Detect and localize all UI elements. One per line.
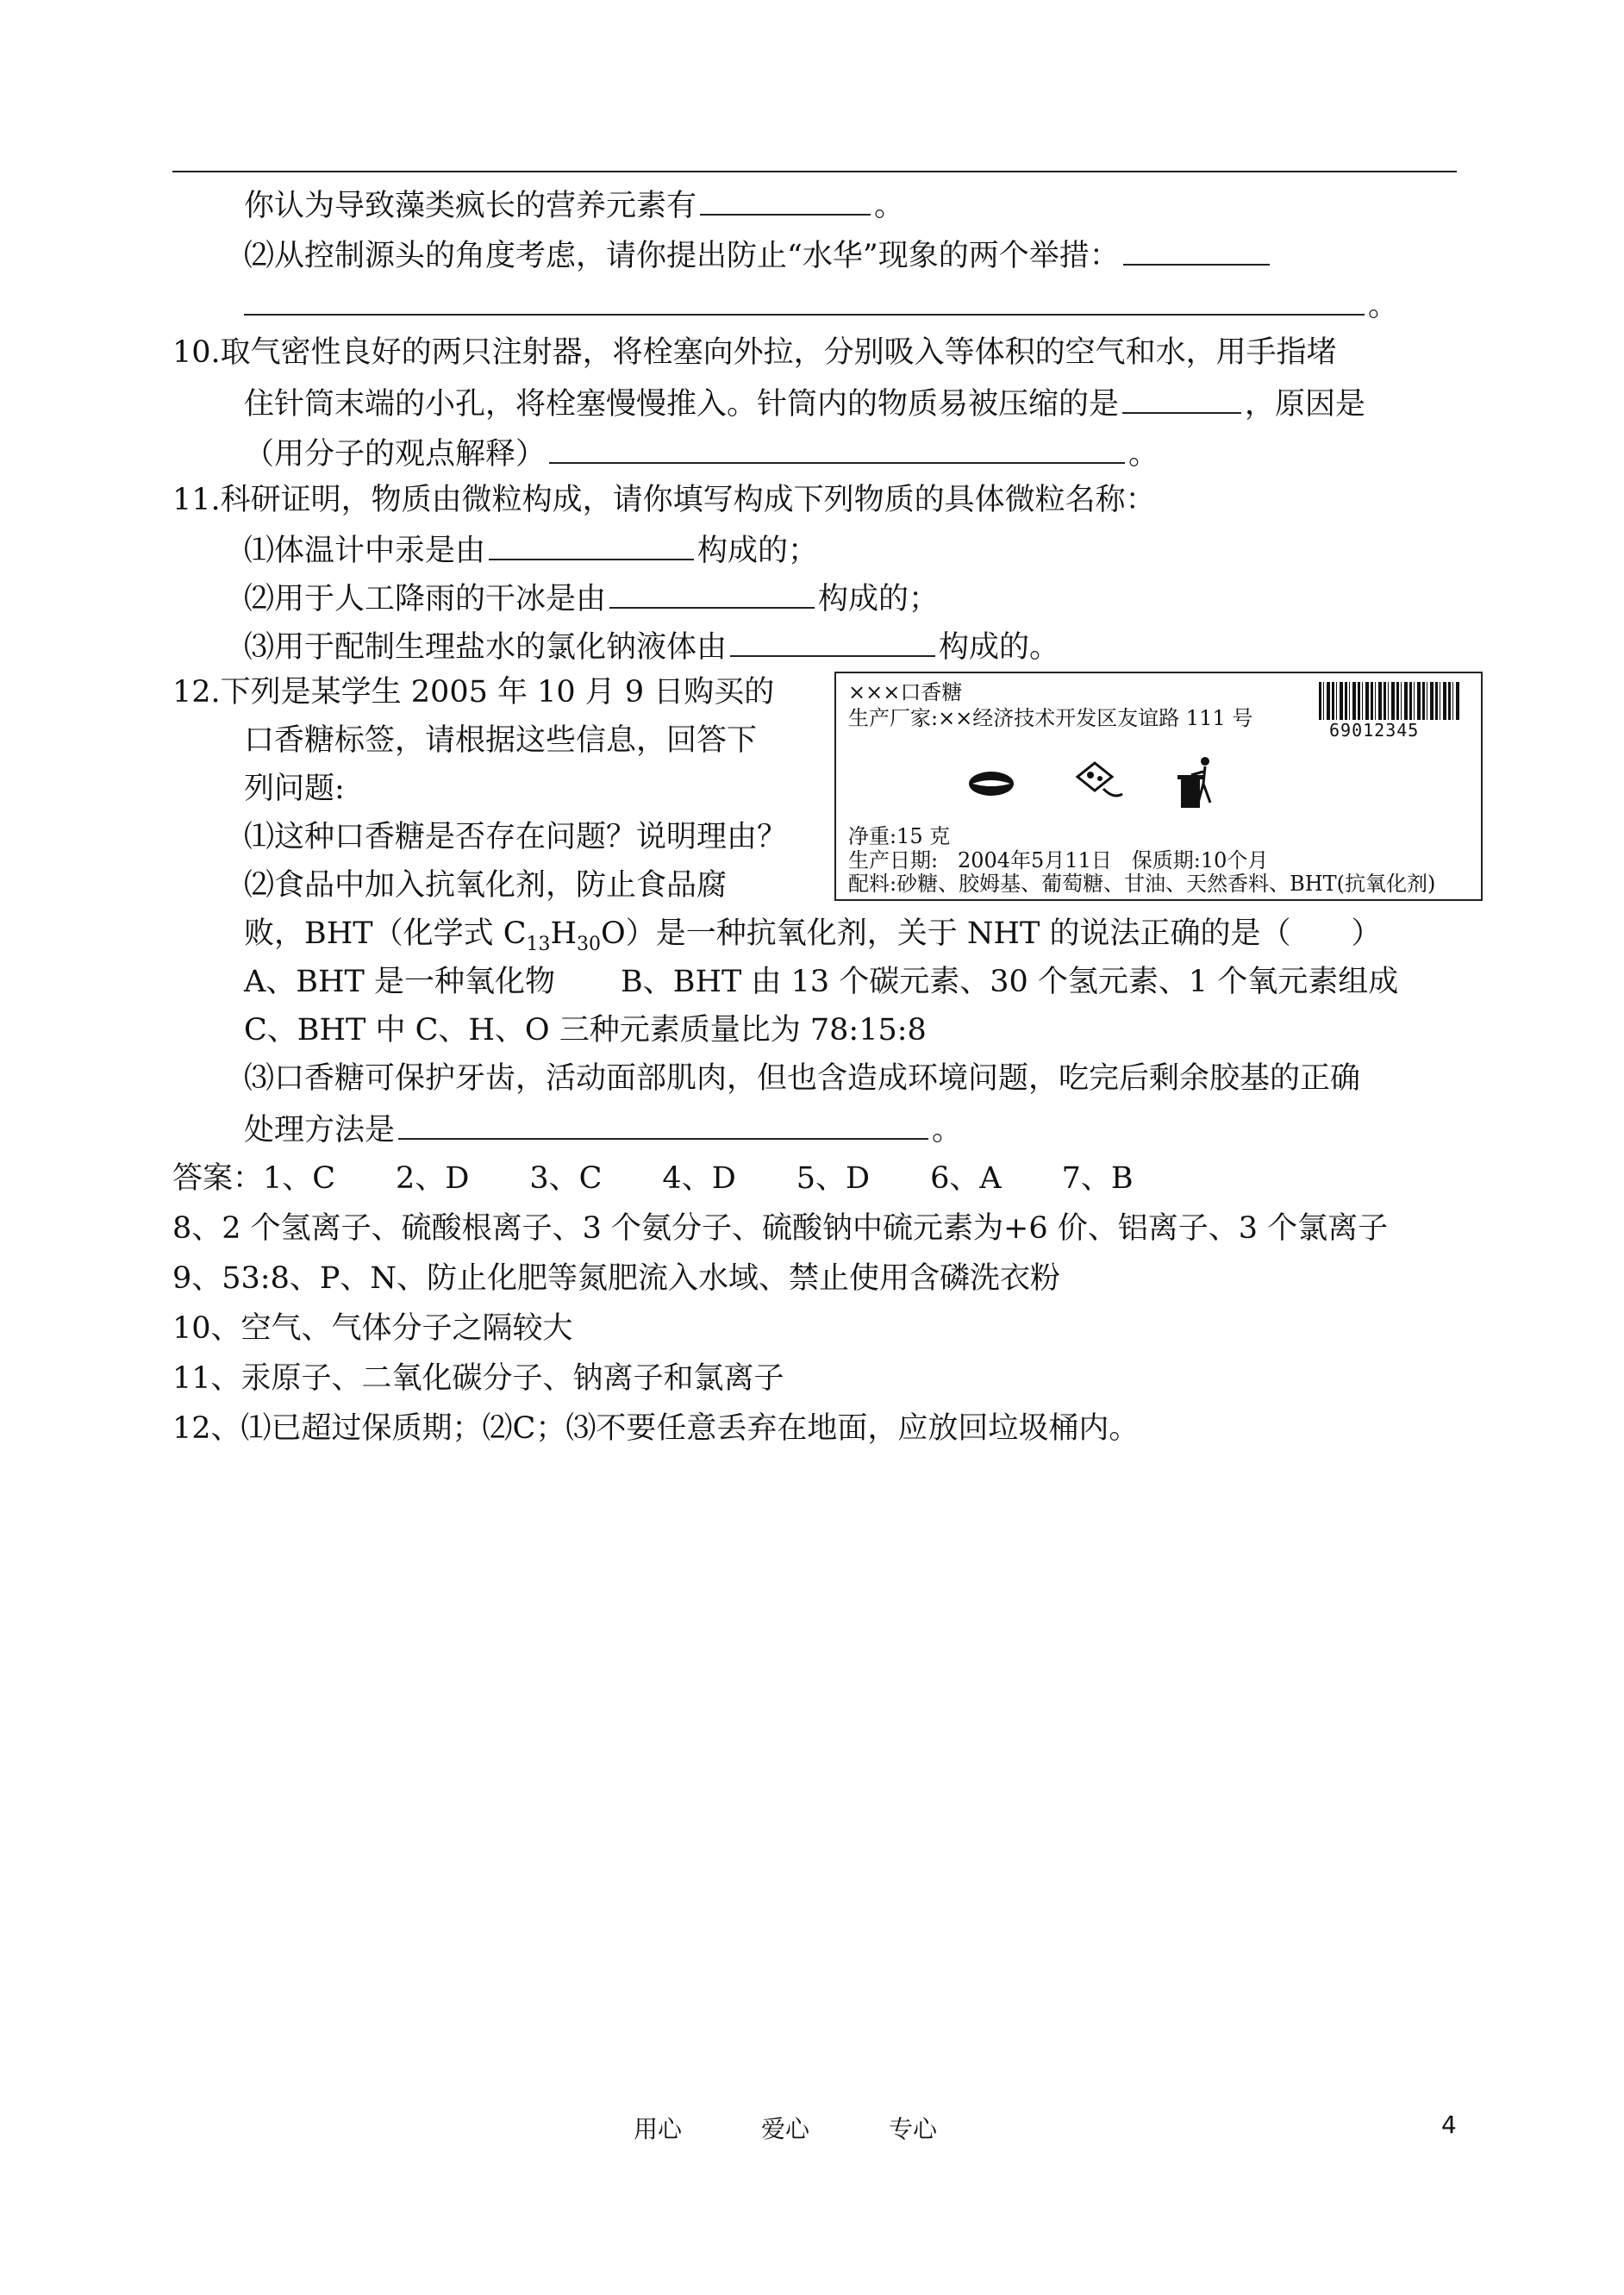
q9-line1: 你认为导致藻类疯长的营养元素有 。: [244, 183, 904, 226]
q11-item-3: ⑶用于配制生理盐水的氯化钠液体由 构成的。: [244, 624, 1059, 667]
footer-word-3: 专心: [889, 2115, 938, 2143]
q12-option-a: A、BHT 是一种氧化物: [244, 965, 555, 999]
q12-line1: 12.下列是某学生 2005 年 10 月 9 日购买的: [172, 675, 775, 710]
q9-line3: 。: [244, 283, 1398, 326]
label-icons: [965, 751, 1224, 820]
q10-blank1[interactable]: [1122, 381, 1241, 414]
teeth-brush-icon: [1077, 763, 1122, 796]
footer-word-2: 爱心: [761, 2115, 810, 2143]
q11-blank2[interactable]: [609, 576, 815, 609]
q9-blank3[interactable]: [244, 283, 1365, 316]
label-dates: 生产日期: 2004年5月11日 保质期:10个月: [848, 848, 1269, 872]
answer-8: 8、2 个氢离子、硫酸根离子、3 个氨分子、硫酸钠中硫元素为+6 价、铝离子、3 个氯离子: [172, 1211, 1389, 1246]
q10-blank2[interactable]: [549, 431, 1125, 464]
q12-sub2a: ⑵食品中加入抗氧化剂，防止食品腐: [244, 868, 728, 903]
q12-line2: 口香糖标签，请根据这些信息，回答下: [244, 723, 758, 758]
answer-12: 12、⑴已超过保质期；⑵C；⑶不要任意丢弃在地面，应放回垃圾桶内。: [172, 1411, 1140, 1446]
trash-bin-icon: [1177, 757, 1210, 808]
q12-sub2b: 败，BHT（化学式 $C_{13}H_{30}O$）是一种抗氧化剂，关于 NHT 的说法正确的是（ ）: [244, 916, 1382, 955]
lips-icon: [969, 772, 1014, 796]
barcode-number: 69012345: [1329, 720, 1420, 741]
q10-line2: 住针筒末端的小孔，将栓塞慢慢推入。针筒内的物质易被压缩的是 ，原因是: [244, 381, 1365, 424]
q10-line3: （用分子的观点解释） 。: [244, 431, 1159, 474]
header-rule: [172, 171, 1457, 172]
barcode: [1319, 682, 1461, 720]
q12-sub1: ⑴这种口香糖是否存在问题？说明理由？: [244, 820, 788, 854]
q11-blank1[interactable]: [489, 528, 694, 560]
answer-11: 11、汞原子、二氧化碳分子、钠离子和氯离子: [172, 1361, 784, 1396]
label-maker: 生产厂家:××经济技术开发区友谊路 111 号: [848, 706, 1253, 730]
q9-blank2[interactable]: [1123, 233, 1270, 266]
q11-item-2: ⑵用于人工降雨的干冰是由 构成的；: [244, 576, 939, 619]
q12-sub3a: ⑶口香糖可保护牙齿，活动面部肌肉，但也含造成环境问题，吃完后剩余胶基的正确: [244, 1061, 1361, 1096]
q9-blank1[interactable]: [700, 183, 871, 216]
page-number: 4: [1441, 2111, 1457, 2139]
answer-9: 9、53:8、P、N、防止化肥等氮肥流入水域、禁止使用含磷洗衣粉: [172, 1261, 1061, 1296]
q11-blank3[interactable]: [730, 624, 935, 657]
label-weight: 净重:15 克: [848, 824, 951, 848]
q11-item-1: ⑴体温计中汞是由 构成的；: [244, 528, 818, 571]
q12-option-c: C、BHT 中 C、H、O 三种元素质量比为 78:15:8: [244, 1013, 927, 1047]
q12-option-b: B、BHT 由 13 个碳元素、30 个氢元素、1 个氧元素组成: [621, 965, 1399, 999]
q10-line1: 10.取气密性良好的两只注射器，将栓塞向外拉，分别吸入等体积的空气和水，用手指堵: [172, 335, 1337, 370]
q12-blank[interactable]: [398, 1107, 928, 1140]
q11-stem: 11.科研证明，物质由微粒构成，请你填写构成下列物质的具体微粒名称：: [172, 483, 1156, 517]
footer-word-1: 用心: [634, 2115, 683, 2143]
label-product-name: ×××口香糖: [848, 680, 963, 704]
answers-1-7: 答案：1、C 2、D 3、C 4、D 5、D 6、A 7、B: [172, 1161, 1134, 1196]
label-ingredients: 配料:砂糖、胶姆基、葡萄糖、甘油、天然香料、BHT(抗氧化剂): [848, 872, 1436, 896]
q12-line3: 列问题:: [244, 772, 345, 806]
gum-label: [834, 672, 1483, 901]
q9-line2: ⑵从控制源头的角度考虑，请你提出防止“水华”现象的两个举措：: [244, 233, 1273, 276]
answer-10: 10、空气、气体分子之隔较大: [172, 1311, 573, 1346]
q12-sub3b: 处理方法是 。: [244, 1107, 962, 1150]
